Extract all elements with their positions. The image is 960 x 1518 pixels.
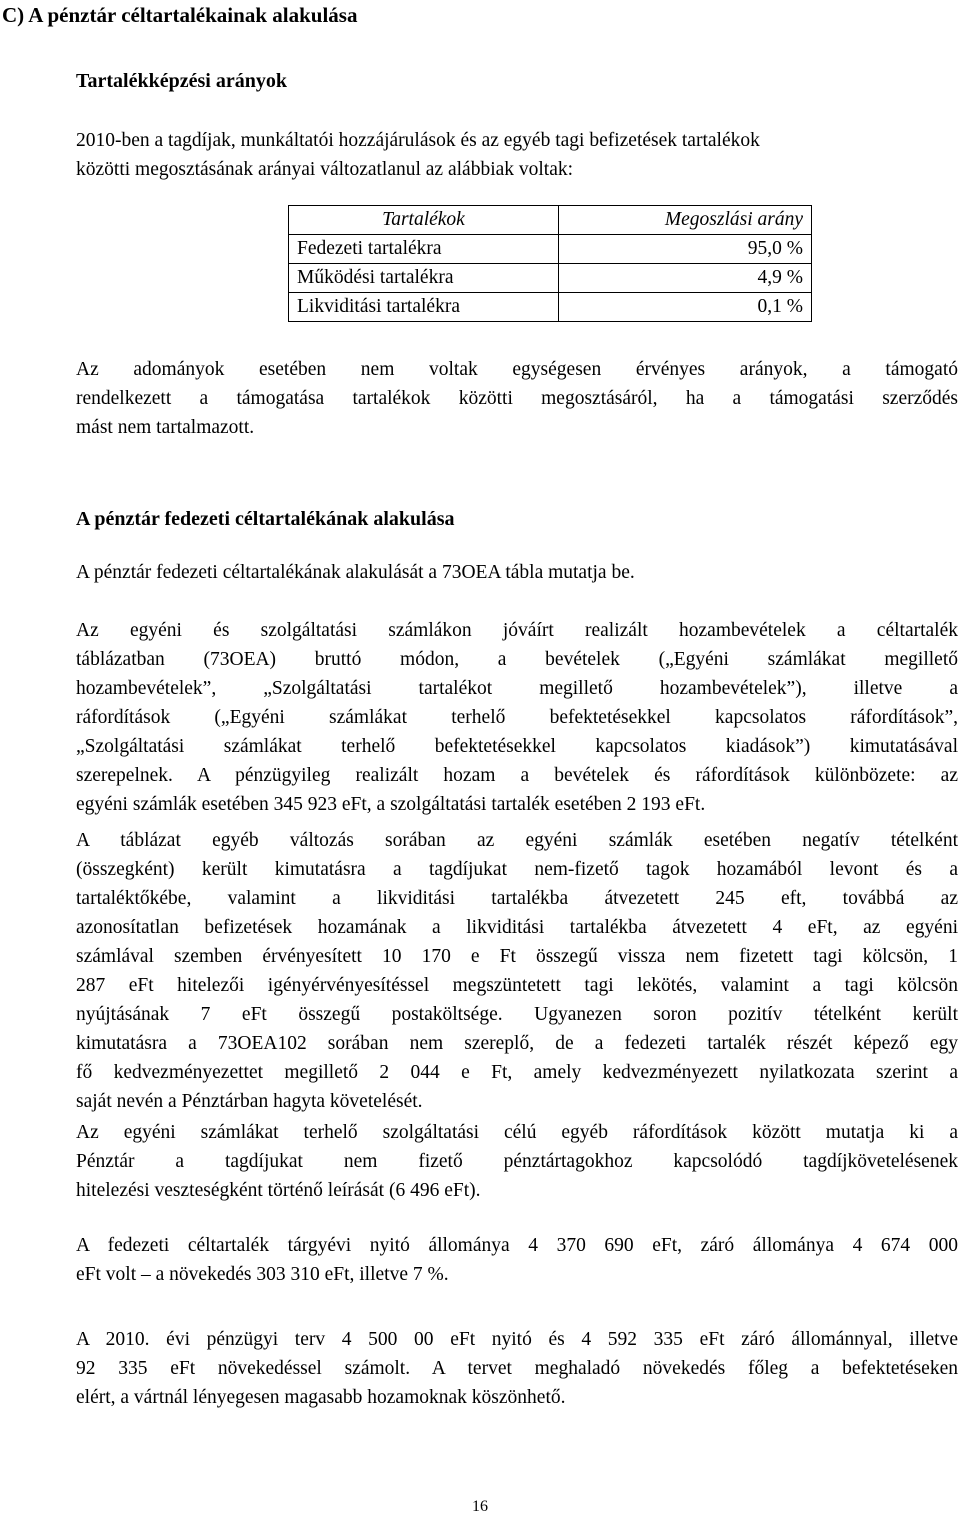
text-line: (összegként) került kimutatásra a tagdíjukat nem-fizető tagok hozamából levont és a — [76, 859, 958, 880]
table-cell-ratio: 4,9 % — [559, 264, 812, 293]
text-line: 2010-ben a tagdíjak, munkáltatói hozzájárulások és az egyéb tagi befizetések tartalékok — [76, 130, 760, 151]
text-line: eFt volt – a növekedés 303 310 eFt, illetve 7 %. — [76, 1264, 449, 1285]
section-title: C) A pénztár céltartalékainak alakulása — [2, 3, 358, 27]
text-line: Pénztár a tagdíjukat nem fizető pénztártagokhoz kapcsolódó tagdíjkövetelésenek — [76, 1151, 958, 1172]
text-line: A táblázat egyéb változás sorában az egyéni számlák esetében negatív tételként — [76, 830, 958, 851]
text-line: elért, a vártnál lényegesen magasabb hozamoknak köszönhető. — [76, 1387, 566, 1408]
donation-paragraph — [76, 355, 958, 442]
intro-paragraph — [76, 126, 958, 184]
text-line: A fedezeti céltartalék tárgyévi nyitó állománya 4 370 690 eFt, záró állománya 4 674 000 — [76, 1235, 958, 1256]
text-line: „Szolgáltatási számlákat terhelő befektetésekkel kapcsolatos kiadások”) kimutatásával — [76, 736, 958, 757]
table-cell-ratio: 95,0 % — [559, 235, 812, 264]
text-line: ráfordítások („Egyéni számlákat terhelő befektetésekkel kapcsolatos ráfordítások”, — [76, 707, 958, 728]
table-header-row — [289, 206, 812, 235]
reserve-ratio-table — [288, 205, 812, 322]
table-cell-ratio: 0,1 % — [559, 293, 812, 322]
text-line: A pénztár fedezeti céltartalékának alakulását a 73OEA tábla mutatja be. — [76, 562, 635, 583]
text-line: közötti megosztásának arányai változatlanul az alábbiak voltak: — [76, 159, 574, 180]
paragraph-2 — [76, 826, 958, 1116]
table-header-ratio: Megoszlási arány — [559, 206, 812, 235]
paragraph-5 — [76, 1325, 958, 1412]
text-line: 287 eFt hitelezői igényérvényesítéssel megszüntetett tagi lekötés, valamint a tagi kölcsön — [76, 975, 958, 996]
paragraph-4 — [76, 1231, 958, 1289]
text-line: mást nem tartalmazott. — [76, 417, 255, 438]
text-line: Az adományok esetében nem voltak egységesen érvényes arányok, a támogató — [76, 359, 958, 380]
text-line: A 2010. évi pénzügyi terv 4 500 00 eFt nyitó és 4 592 335 eFt záró állománnyal, illetve — [76, 1329, 958, 1350]
table-cell-reserve: Likviditási tartalékra — [289, 293, 559, 322]
page-number: 16 — [472, 1498, 488, 1515]
text-line: nyújtásának 7 eFt összegű postaköltsége. Ugyanezen soron pozitív tételként került — [76, 1004, 958, 1025]
text-line: azonosítatlan befizetések hozamának a likviditási tartalékba átvezetett 4 eFt, az egyéni — [76, 917, 958, 938]
table-row — [289, 293, 812, 322]
text-line: egyéni számlák esetében 345 923 eFt, a szolgáltatási tartalék esetében 2 193 eFt. — [76, 794, 706, 815]
text-line: hitelezési veszteségként történő leírását (6 496 eFt). — [76, 1180, 481, 1201]
text-line: hozambevételek”, „Szolgáltatási tartalékot megillető hozambevételek”), illetve a — [76, 678, 958, 699]
text-line: kimutatásra a 73OEA102 sorában nem szereplő, de a fedezeti tartalék részét képező egy — [76, 1033, 958, 1054]
text-line: saját nevén a Pénztárban hagyta követelését. — [76, 1091, 423, 1112]
text-line: szerepelnek. A pénzügyileg realizált hozam a bevételek és ráfordítások különbözete: az — [76, 765, 958, 786]
table-cell-reserve: Fedezeti tartalékra — [289, 235, 559, 264]
subsection-title-cover-reserve: A pénztár fedezeti céltartalékának alakulása — [76, 508, 455, 530]
table-cell-reserve: Működési tartalékra — [289, 264, 559, 293]
table-row — [289, 235, 812, 264]
text-line: tartaléktőkébe, valamint a likviditási tartalékba átvezetett 245 eft, továbbá az — [76, 888, 958, 909]
subsection-title-reserve-ratios: Tartalékképzési arányok — [76, 70, 287, 92]
text-line: Az egyéni és szolgáltatási számlákon jóváírt realizált hozambevételek a céltartalék — [76, 620, 958, 641]
text-line: fő kedvezményezettet megillető 2 044 e Ft, amely kedvezményezett nyilatkozata szerint a — [76, 1062, 958, 1083]
text-line: számlával szemben érvényesített 10 170 e Ft összegű vissza nem fizetett tagi kölcsön, 1 — [76, 946, 958, 967]
text-line: 92 335 eFt növekedéssel számolt. A tervet meghaladó növekedés főleg a befektetéseken — [76, 1358, 958, 1379]
paragraph-1 — [76, 616, 958, 819]
table-header-reserves: Tartalékok — [289, 206, 559, 235]
lead-paragraph — [76, 558, 958, 587]
table-row — [289, 264, 812, 293]
text-line: rendelkezett a támogatása tartalékok közötti megosztásáról, ha a támogatási szerződés — [76, 388, 958, 409]
text-line: Az egyéni számlákat terhelő szolgáltatási célú egyéb ráfordítások között mutatja ki a — [76, 1122, 958, 1143]
paragraph-3 — [76, 1118, 958, 1205]
text-line: táblázatban (73OEA) bruttó módon, a bevételek („Egyéni számlákat megillető — [76, 649, 958, 670]
